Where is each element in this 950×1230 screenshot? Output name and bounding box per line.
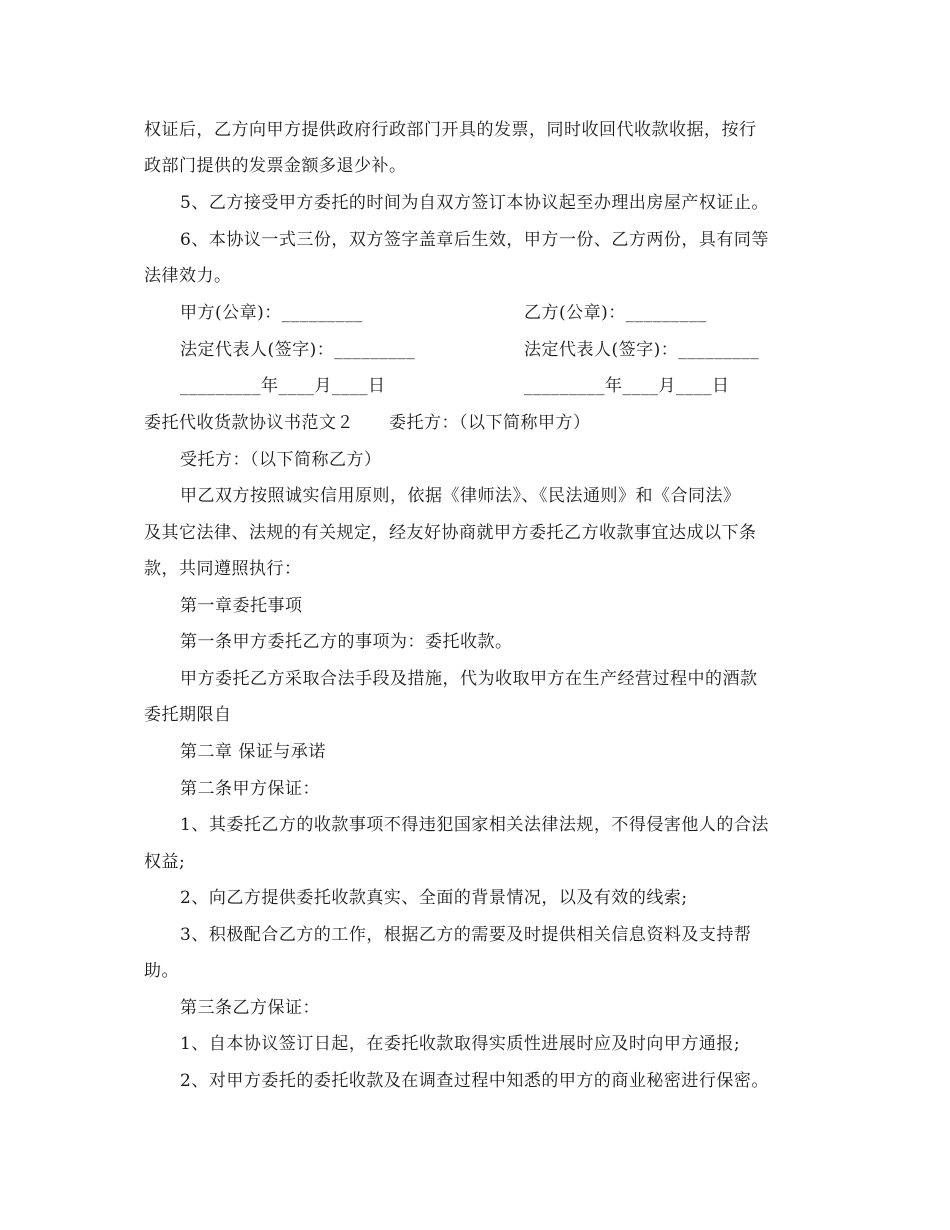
- party-b-rep-field: 法定代表人(签字)：_________: [524, 340, 760, 360]
- party-a-rep-field: 法定代表人(签字)：_________: [180, 340, 416, 360]
- paragraph-line: 政部门提供的发票金额多退少补。: [144, 156, 407, 176]
- paragraph-line: 委托期限自: [144, 705, 232, 725]
- paragraph-line: 6、本协议一式三份，双方签字盖章后生效，甲方一份、乙方两份，具有同等: [180, 230, 769, 250]
- article-heading: 第一条甲方委托乙方的事项为：委托收款。: [180, 632, 513, 652]
- chapter-heading: 第二章 保证与承诺: [180, 742, 326, 762]
- party-b-seal-field: 乙方(公章)：_________: [524, 303, 707, 323]
- paragraph-line: 甲乙双方按照诚实信用原则，依据《律师法》、《民法通则》和《合同法》: [180, 486, 741, 506]
- paragraph-line: 款，共同遵照执行：: [144, 559, 302, 579]
- paragraph-line: 权证后，乙方向甲方提供政府行政部门开具的发票，同时收回代收款收据，按行: [144, 120, 757, 140]
- paragraph-line: 2、向乙方提供委托收款真实、全面的背景情况，以及有效的线索;: [180, 888, 688, 908]
- paragraph-line: 3、积极配合乙方的工作，根据乙方的需要及时提供相关信息资料及支持帮: [180, 925, 752, 945]
- article-heading: 第二条甲方保证：: [180, 779, 320, 799]
- article-heading: 第三条乙方保证：: [180, 998, 320, 1018]
- paragraph-line: 受托方：（以下简称乙方）: [180, 450, 382, 470]
- paragraph-line: 甲方委托乙方采取合法手段及措施，代为收取甲方在生产经营过程中的酒款: [180, 669, 758, 689]
- paragraph-line: 权益;: [144, 852, 186, 872]
- party-a-seal-field: 甲方(公章)：_________: [180, 303, 363, 323]
- party-a-date-field: _________年____月____日: [180, 376, 386, 396]
- paragraph-line: 法律效力。: [144, 266, 232, 286]
- party-b-date-field: _________年____月____日: [524, 376, 730, 396]
- paragraph-line: 助。: [144, 961, 179, 981]
- paragraph-line: 5、乙方接受甲方委托的时间为自双方签订本协议起至办理出房屋产权证止。: [180, 193, 769, 213]
- chapter-heading: 第一章委托事项: [180, 596, 303, 616]
- paragraph-line: 1、其委托乙方的收款事项不得违犯国家相关法律法规，不得侵害他人的合法: [180, 815, 769, 835]
- paragraph-line: 1、自本协议签订日起，在委托收款取得实质性进展时应及时向甲方通报;: [180, 1034, 741, 1054]
- document-heading: 委托代收货款协议书范文２ 委托方：（以下简称甲方）: [144, 413, 591, 433]
- paragraph-line: 及其它法律、法规的有关规定，经友好协商就甲方委托乙方收款事宜达成以下条: [144, 523, 757, 543]
- paragraph-line: 2、对甲方委托的委托收款及在调查过程中知悉的甲方的商业秘密进行保密。: [180, 1071, 769, 1091]
